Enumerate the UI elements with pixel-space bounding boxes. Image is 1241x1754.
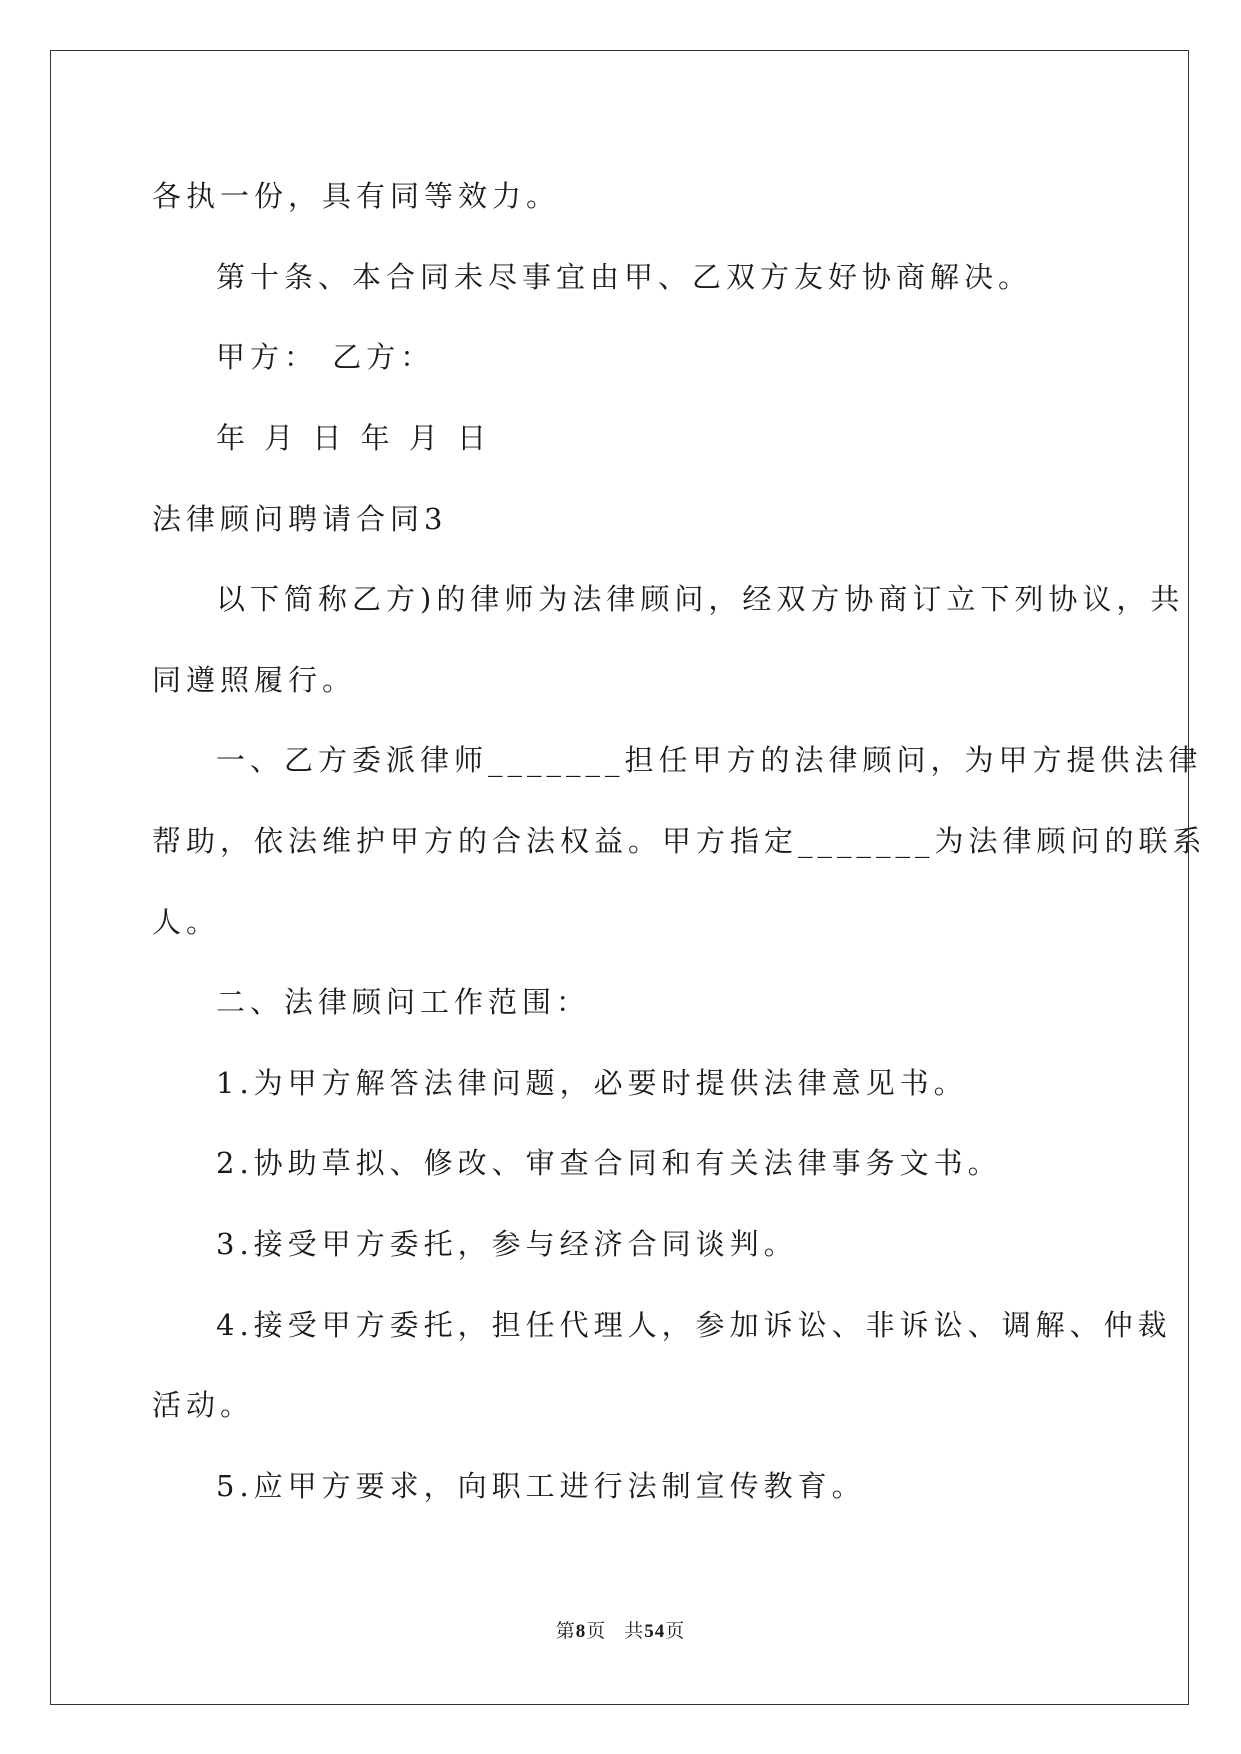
page-prefix: 第 (555, 1620, 576, 1642)
total-pages: 54 (644, 1621, 666, 1642)
list-item: 2.协助草拟、修改、审查合同和有关法律事务文书。 (216, 1146, 1002, 1180)
section-title: 法律顾问聘请合同3 (152, 502, 448, 536)
page-footer (0, 1619, 1241, 1644)
list-item: 4.接受甲方委托，担任代理人，参加诉讼、非诉讼、调解、仲裁 (216, 1308, 1172, 1342)
clause-one-line: 一、乙方委派律师_______担任甲方的法律顾问，为甲方提供法律 (216, 743, 1203, 777)
clause-two-heading: 二、法律顾问工作范围： (216, 985, 591, 1019)
paragraph-line: 各执一份，具有同等效力。 (152, 179, 561, 213)
list-item-continuation: 活动。 (152, 1388, 255, 1422)
clause-ten: 第十条、本合同未尽事宜由甲、乙双方友好协商解决。 (216, 260, 1033, 294)
total-prefix: 共 (624, 1620, 645, 1642)
list-item: 3.接受甲方委托，参与经济合同谈判。 (216, 1227, 798, 1261)
page-suffix: 页 (586, 1620, 607, 1642)
total-suffix: 页 (665, 1620, 686, 1642)
signature-dates: 年 月 日 年 月 日 (216, 421, 492, 455)
list-item: 1.为甲方解答法律问题，必要时提供法律意见书。 (216, 1066, 968, 1100)
paragraph-line: 以下简称乙方)的律师为法律顾问，经双方协商订立下列协议，共 (216, 582, 1185, 616)
clause-one-line: 人。 (152, 905, 221, 939)
page-number: 8 (575, 1621, 587, 1642)
list-item: 5.应甲方要求，向职工进行法制宣传教育。 (216, 1469, 866, 1503)
signature-parties: 甲方： 乙方： (216, 340, 435, 374)
paragraph-line: 同遵照履行。 (152, 663, 357, 697)
page-border (50, 50, 1189, 1705)
clause-one-line: 帮助，依法维护甲方的合法权益。甲方指定_______为法律顾问的联系 (152, 824, 1207, 858)
